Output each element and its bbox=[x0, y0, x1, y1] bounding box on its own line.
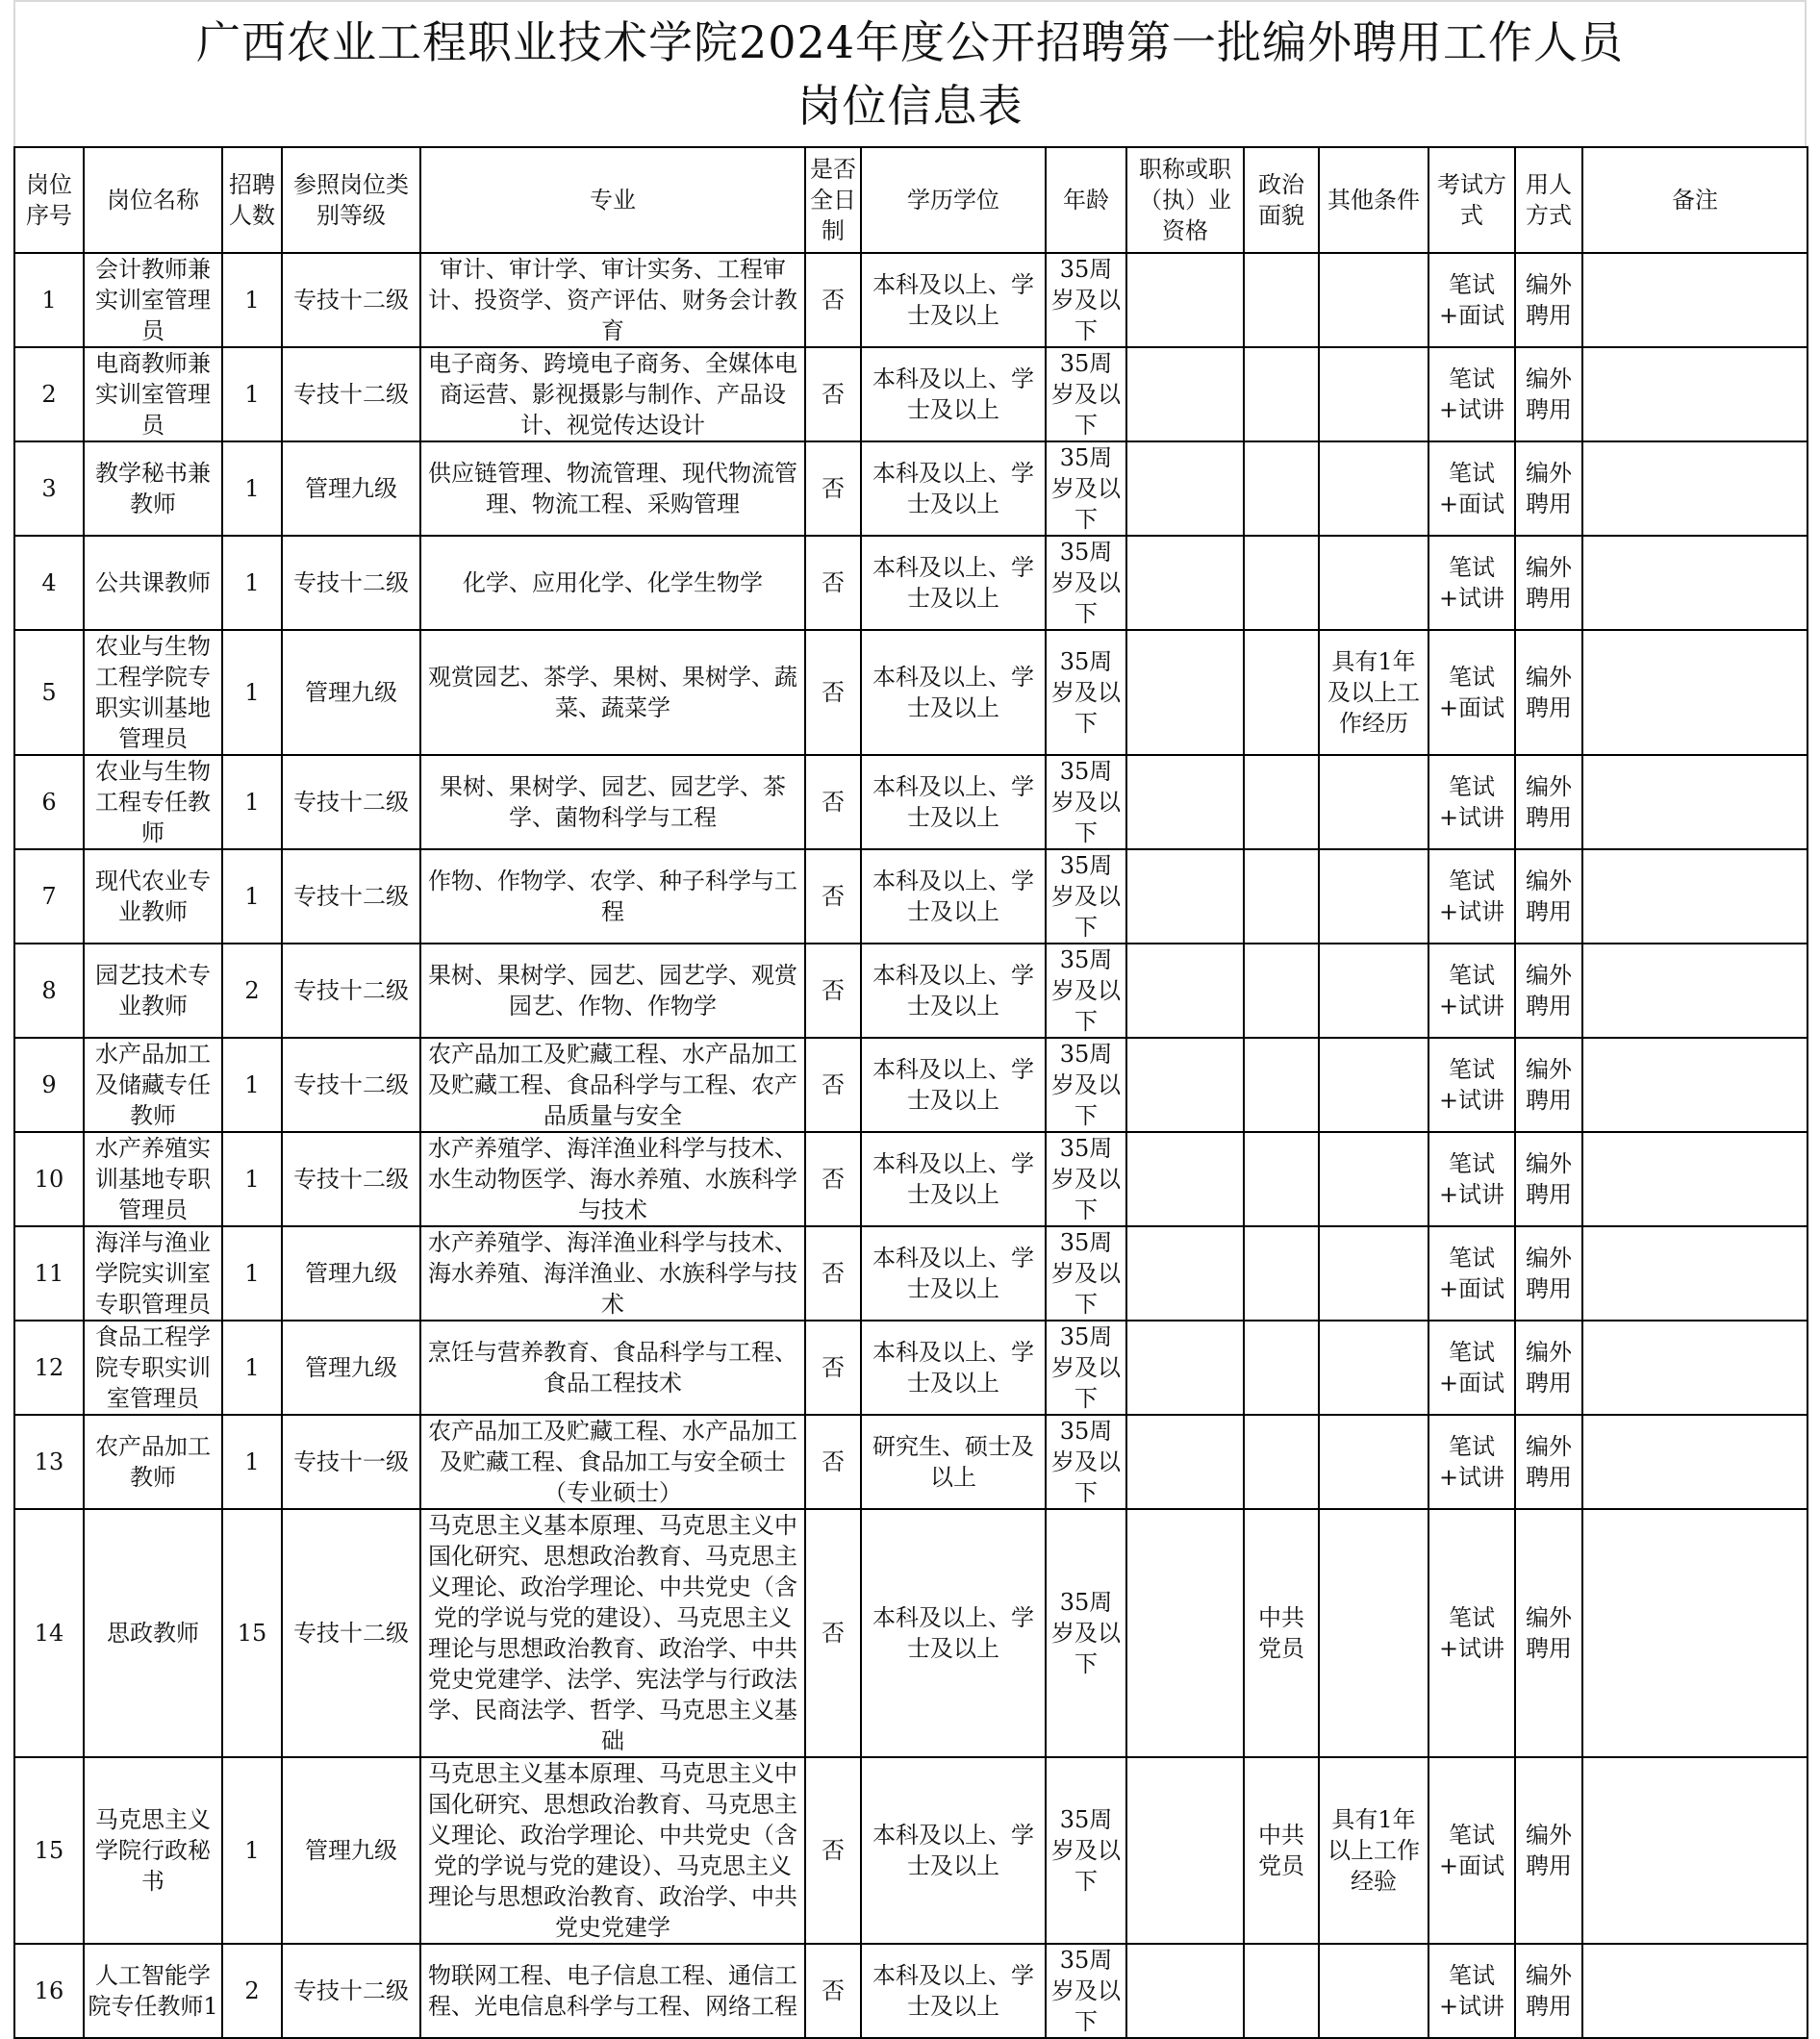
table-row bbox=[14, 1038, 1807, 1132]
cell-col-fulltime: 否 bbox=[805, 441, 861, 536]
cell-col-other bbox=[1319, 1509, 1428, 1757]
cell-col-political bbox=[1244, 253, 1319, 347]
cell-col-employment: 编外聘用 bbox=[1515, 536, 1582, 630]
cell-col-headcount: 1 bbox=[222, 253, 282, 347]
cell-col-political bbox=[1244, 536, 1319, 630]
cell-col-headcount: 2 bbox=[222, 1944, 282, 2038]
cell-col-age: 35周岁及以下 bbox=[1046, 1038, 1126, 1132]
cell-col-other bbox=[1319, 536, 1428, 630]
cell-col-fulltime: 否 bbox=[805, 1038, 861, 1132]
cell-col-seq: 7 bbox=[14, 849, 84, 944]
cell-col-employment: 编外聘用 bbox=[1515, 441, 1582, 536]
cell-col-exam: 笔试+试讲 bbox=[1428, 536, 1515, 630]
cell-col-remarks bbox=[1582, 1038, 1807, 1132]
cell-col-fulltime: 否 bbox=[805, 1944, 861, 2038]
cell-col-political bbox=[1244, 630, 1319, 755]
header-col-employment: 用人方式 bbox=[1515, 147, 1582, 253]
cell-col-political bbox=[1244, 347, 1319, 441]
header-col-other: 其他条件 bbox=[1319, 147, 1428, 253]
cell-col-grade: 专技十二级 bbox=[282, 944, 420, 1038]
cell-col-employment: 编外聘用 bbox=[1515, 755, 1582, 849]
cell-col-headcount: 1 bbox=[222, 347, 282, 441]
cell-col-title-qualification bbox=[1126, 849, 1244, 944]
cell-col-seq: 16 bbox=[14, 1944, 84, 2038]
cell-col-title-qualification bbox=[1126, 755, 1244, 849]
cell-col-employment: 编外聘用 bbox=[1515, 1038, 1582, 1132]
cell-col-title-qualification bbox=[1126, 1132, 1244, 1226]
cell-col-seq: 14 bbox=[14, 1509, 84, 1757]
cell-col-title-qualification bbox=[1126, 1038, 1244, 1132]
cell-col-position-name: 园艺技术专业教师 bbox=[84, 944, 222, 1038]
cell-col-fulltime: 否 bbox=[805, 944, 861, 1038]
cell-col-other bbox=[1319, 1038, 1428, 1132]
spreadsheet bbox=[13, 0, 1807, 2039]
cell-col-major: 果树、果树学、园艺、园艺学、观赏园艺、作物、作物学 bbox=[420, 944, 805, 1038]
header-col-grade: 参照岗位类别等级 bbox=[282, 147, 420, 253]
cell-col-remarks bbox=[1582, 944, 1807, 1038]
cell-col-exam: 笔试+试讲 bbox=[1428, 944, 1515, 1038]
cell-col-position-name: 教学秘书兼教师 bbox=[84, 441, 222, 536]
cell-col-grade: 管理九级 bbox=[282, 630, 420, 755]
cell-col-exam: 笔试+面试 bbox=[1428, 630, 1515, 755]
cell-col-seq: 13 bbox=[14, 1415, 84, 1509]
table-row bbox=[14, 849, 1807, 944]
cell-col-exam: 笔试+面试 bbox=[1428, 441, 1515, 536]
cell-col-exam: 笔试+试讲 bbox=[1428, 849, 1515, 944]
cell-col-political: 中共党员 bbox=[1244, 1509, 1319, 1757]
cell-col-age: 35周岁及以下 bbox=[1046, 944, 1126, 1038]
title-line-2: 岗位信息表 bbox=[796, 80, 1024, 132]
cell-col-headcount: 1 bbox=[222, 1132, 282, 1226]
cell-col-age: 35周岁及以下 bbox=[1046, 1944, 1126, 2038]
cell-col-education: 本科及以上、学士及以上 bbox=[861, 1944, 1046, 2038]
cell-col-age: 35周岁及以下 bbox=[1046, 1226, 1126, 1321]
cell-col-grade: 专技十二级 bbox=[282, 1038, 420, 1132]
cell-col-education: 本科及以上、学士及以上 bbox=[861, 1038, 1046, 1132]
cell-col-headcount: 2 bbox=[222, 944, 282, 1038]
cell-col-employment: 编外聘用 bbox=[1515, 1415, 1582, 1509]
cell-col-remarks bbox=[1582, 347, 1807, 441]
cell-col-position-name: 人工智能学院专任教师1 bbox=[84, 1944, 222, 2038]
cell-col-age: 35周岁及以下 bbox=[1046, 1321, 1126, 1415]
cell-col-political bbox=[1244, 441, 1319, 536]
cell-col-education: 本科及以上、学士及以上 bbox=[861, 1132, 1046, 1226]
cell-col-seq: 10 bbox=[14, 1132, 84, 1226]
cell-col-other bbox=[1319, 1415, 1428, 1509]
cell-col-major: 作物、作物学、农学、种子科学与工程 bbox=[420, 849, 805, 944]
cell-col-seq: 3 bbox=[14, 441, 84, 536]
cell-col-major: 烹饪与营养教育、食品科学与工程、食品工程技术 bbox=[420, 1321, 805, 1415]
cell-col-fulltime: 否 bbox=[805, 755, 861, 849]
header-col-seq: 岗位序号 bbox=[14, 147, 84, 253]
title-line-1: 广西农业工程职业技术学院2024年度公开招聘第一批编外聘用工作人员 bbox=[195, 16, 1625, 68]
cell-col-fulltime: 否 bbox=[805, 1415, 861, 1509]
cell-col-education: 本科及以上、学士及以上 bbox=[861, 1509, 1046, 1757]
cell-col-major: 供应链管理、物流管理、现代物流管理、物流工程、采购管理 bbox=[420, 441, 805, 536]
cell-col-grade: 专技十二级 bbox=[282, 1944, 420, 2038]
position-table bbox=[13, 146, 1808, 2039]
cell-col-age: 35周岁及以下 bbox=[1046, 441, 1126, 536]
header-col-age: 年龄 bbox=[1046, 147, 1126, 253]
cell-col-major: 果树、果树学、园艺、园艺学、茶学、菌物科学与工程 bbox=[420, 755, 805, 849]
cell-col-title-qualification bbox=[1126, 1944, 1244, 2038]
cell-col-fulltime: 否 bbox=[805, 630, 861, 755]
cell-col-exam: 笔试+试讲 bbox=[1428, 1944, 1515, 2038]
cell-col-education: 研究生、硕士及以上 bbox=[861, 1415, 1046, 1509]
cell-col-employment: 编外聘用 bbox=[1515, 1321, 1582, 1415]
table-row bbox=[14, 253, 1807, 347]
cell-col-grade: 专技十二级 bbox=[282, 347, 420, 441]
cell-col-political bbox=[1244, 1226, 1319, 1321]
cell-col-employment: 编外聘用 bbox=[1515, 347, 1582, 441]
cell-col-education: 本科及以上、学士及以上 bbox=[861, 536, 1046, 630]
cell-col-major: 农产品加工及贮藏工程、水产品加工及贮藏工程、食品加工与安全硕士（专业硕士） bbox=[420, 1415, 805, 1509]
cell-col-fulltime: 否 bbox=[805, 849, 861, 944]
cell-col-position-name: 思政教师 bbox=[84, 1509, 222, 1757]
cell-col-age: 35周岁及以下 bbox=[1046, 1132, 1126, 1226]
cell-col-major: 观赏园艺、茶学、果树、果树学、蔬菜、蔬菜学 bbox=[420, 630, 805, 755]
cell-col-education: 本科及以上、学士及以上 bbox=[861, 1321, 1046, 1415]
table-row bbox=[14, 1757, 1807, 1944]
cell-col-headcount: 1 bbox=[222, 441, 282, 536]
cell-col-employment: 编外聘用 bbox=[1515, 1226, 1582, 1321]
cell-col-grade: 管理九级 bbox=[282, 1226, 420, 1321]
cell-col-other: 具有1年及以上工作经历 bbox=[1319, 630, 1428, 755]
cell-col-remarks bbox=[1582, 849, 1807, 944]
cell-col-seq: 4 bbox=[14, 536, 84, 630]
header-col-education: 学历学位 bbox=[861, 147, 1046, 253]
header-col-remarks: 备注 bbox=[1582, 147, 1807, 253]
cell-col-seq: 11 bbox=[14, 1226, 84, 1321]
cell-col-remarks bbox=[1582, 1226, 1807, 1321]
cell-col-seq: 5 bbox=[14, 630, 84, 755]
cell-col-remarks bbox=[1582, 755, 1807, 849]
table-row bbox=[14, 441, 1807, 536]
cell-col-political bbox=[1244, 1415, 1319, 1509]
cell-col-employment: 编外聘用 bbox=[1515, 849, 1582, 944]
cell-col-grade: 专技十二级 bbox=[282, 253, 420, 347]
cell-col-position-name: 电商教师兼实训室管理员 bbox=[84, 347, 222, 441]
cell-col-position-name: 农业与生物工程学院专职实训基地管理员 bbox=[84, 630, 222, 755]
cell-col-age: 35周岁及以下 bbox=[1046, 849, 1126, 944]
header-col-position-name: 岗位名称 bbox=[84, 147, 222, 253]
cell-col-major: 马克思主义基本原理、马克思主义中国化研究、思想政治教育、马克思主义理论、政治学理论、中共党史（含党的学说与党的建设）、马克思主义理论与思想政治教育、政治学、中共党史党建学、法学、宪法学与行政法学、民商法学、哲学、马克思主义基础 bbox=[420, 1509, 805, 1757]
cell-col-other bbox=[1319, 1944, 1428, 2038]
cell-col-exam: 笔试+面试 bbox=[1428, 253, 1515, 347]
cell-col-exam: 笔试+试讲 bbox=[1428, 1132, 1515, 1226]
cell-col-education: 本科及以上、学士及以上 bbox=[861, 849, 1046, 944]
cell-col-major: 审计、审计学、审计实务、工程审计、投资学、资产评估、财务会计教育 bbox=[420, 253, 805, 347]
cell-col-title-qualification bbox=[1126, 1321, 1244, 1415]
cell-col-education: 本科及以上、学士及以上 bbox=[861, 630, 1046, 755]
table-row bbox=[14, 944, 1807, 1038]
cell-col-remarks bbox=[1582, 536, 1807, 630]
cell-col-grade: 专技十二级 bbox=[282, 1132, 420, 1226]
cell-col-age: 35周岁及以下 bbox=[1046, 1509, 1126, 1757]
cell-col-position-name: 会计教师兼实训室管理员 bbox=[84, 253, 222, 347]
cell-col-major: 电子商务、跨境电子商务、全媒体电商运营、影视摄影与制作、产品设计、视觉传达设计 bbox=[420, 347, 805, 441]
cell-col-age: 35周岁及以下 bbox=[1046, 755, 1126, 849]
cell-col-major: 农产品加工及贮藏工程、水产品加工及贮藏工程、食品科学与工程、农产品质量与安全 bbox=[420, 1038, 805, 1132]
cell-col-fulltime: 否 bbox=[805, 347, 861, 441]
cell-col-political bbox=[1244, 1038, 1319, 1132]
table-row bbox=[14, 1415, 1807, 1509]
cell-col-other bbox=[1319, 1132, 1428, 1226]
cell-col-grade: 管理九级 bbox=[282, 1321, 420, 1415]
cell-col-political bbox=[1244, 1944, 1319, 2038]
cell-col-headcount: 1 bbox=[222, 1415, 282, 1509]
cell-col-grade: 专技十二级 bbox=[282, 536, 420, 630]
cell-col-other bbox=[1319, 944, 1428, 1038]
cell-col-position-name: 马克思主义学院行政秘书 bbox=[84, 1757, 222, 1944]
cell-col-title-qualification bbox=[1126, 536, 1244, 630]
cell-col-headcount: 1 bbox=[222, 1226, 282, 1321]
cell-col-employment: 编外聘用 bbox=[1515, 1944, 1582, 2038]
cell-col-grade: 专技十二级 bbox=[282, 1509, 420, 1757]
table-row bbox=[14, 1509, 1807, 1757]
cell-col-position-name: 水产养殖实训基地专职管理员 bbox=[84, 1132, 222, 1226]
cell-col-political bbox=[1244, 944, 1319, 1038]
cell-col-political bbox=[1244, 1132, 1319, 1226]
cell-col-position-name: 现代农业专业教师 bbox=[84, 849, 222, 944]
cell-col-position-name: 农产品加工教师 bbox=[84, 1415, 222, 1509]
cell-col-major: 物联网工程、电子信息工程、通信工程、光电信息科学与工程、网络工程 bbox=[420, 1944, 805, 2038]
cell-col-age: 35周岁及以下 bbox=[1046, 536, 1126, 630]
cell-col-remarks bbox=[1582, 1415, 1807, 1509]
header-col-exam: 考试方式 bbox=[1428, 147, 1515, 253]
cell-col-other bbox=[1319, 441, 1428, 536]
header-col-political: 政治面貌 bbox=[1244, 147, 1319, 253]
cell-col-employment: 编外聘用 bbox=[1515, 944, 1582, 1038]
cell-col-age: 35周岁及以下 bbox=[1046, 1757, 1126, 1944]
cell-col-exam: 笔试+面试 bbox=[1428, 1226, 1515, 1321]
cell-col-grade: 管理九级 bbox=[282, 441, 420, 536]
document-title bbox=[13, 0, 1807, 146]
cell-col-employment: 编外聘用 bbox=[1515, 1757, 1582, 1944]
cell-col-headcount: 1 bbox=[222, 1321, 282, 1415]
cell-col-headcount: 1 bbox=[222, 630, 282, 755]
table-row bbox=[14, 630, 1807, 755]
cell-col-education: 本科及以上、学士及以上 bbox=[861, 755, 1046, 849]
cell-col-education: 本科及以上、学士及以上 bbox=[861, 347, 1046, 441]
cell-col-exam: 笔试+试讲 bbox=[1428, 347, 1515, 441]
cell-col-remarks bbox=[1582, 630, 1807, 755]
cell-col-position-name: 农业与生物工程专任教师 bbox=[84, 755, 222, 849]
cell-col-exam: 笔试+试讲 bbox=[1428, 1415, 1515, 1509]
cell-col-exam: 笔试+试讲 bbox=[1428, 1509, 1515, 1757]
header-col-title-qualification: 职称或职（执）业资格 bbox=[1126, 147, 1244, 253]
cell-col-other bbox=[1319, 1321, 1428, 1415]
header-col-headcount: 招聘人数 bbox=[222, 147, 282, 253]
cell-col-grade: 专技十二级 bbox=[282, 755, 420, 849]
cell-col-seq: 8 bbox=[14, 944, 84, 1038]
cell-col-position-name: 食品工程学院专职实训室管理员 bbox=[84, 1321, 222, 1415]
table-row bbox=[14, 1226, 1807, 1321]
cell-col-remarks bbox=[1582, 1509, 1807, 1757]
cell-col-grade: 专技十二级 bbox=[282, 849, 420, 944]
cell-col-political bbox=[1244, 849, 1319, 944]
cell-col-headcount: 15 bbox=[222, 1509, 282, 1757]
cell-col-age: 35周岁及以下 bbox=[1046, 347, 1126, 441]
cell-col-title-qualification bbox=[1126, 1757, 1244, 1944]
cell-col-remarks bbox=[1582, 1132, 1807, 1226]
cell-col-exam: 笔试+试讲 bbox=[1428, 1038, 1515, 1132]
cell-col-remarks bbox=[1582, 1944, 1807, 2038]
cell-col-headcount: 1 bbox=[222, 849, 282, 944]
cell-col-education: 本科及以上、学士及以上 bbox=[861, 1757, 1046, 1944]
cell-col-title-qualification bbox=[1126, 253, 1244, 347]
table-row bbox=[14, 347, 1807, 441]
cell-col-title-qualification bbox=[1126, 944, 1244, 1038]
table-body bbox=[14, 253, 1807, 2038]
cell-col-other: 具有1年以上工作经验 bbox=[1319, 1757, 1428, 1944]
cell-col-seq: 1 bbox=[14, 253, 84, 347]
cell-col-title-qualification bbox=[1126, 1226, 1244, 1321]
cell-col-fulltime: 否 bbox=[805, 253, 861, 347]
cell-col-exam: 笔试+面试 bbox=[1428, 1321, 1515, 1415]
cell-col-other bbox=[1319, 347, 1428, 441]
cell-col-fulltime: 否 bbox=[805, 1132, 861, 1226]
cell-col-employment: 编外聘用 bbox=[1515, 630, 1582, 755]
cell-col-major: 马克思主义基本原理、马克思主义中国化研究、思想政治教育、马克思主义理论、政治学理论、中共党史（含党的学说与党的建设）、马克思主义理论与思想政治教育、政治学、中共党史党建学 bbox=[420, 1757, 805, 1944]
cell-col-remarks bbox=[1582, 441, 1807, 536]
cell-col-remarks bbox=[1582, 1321, 1807, 1415]
cell-col-headcount: 1 bbox=[222, 1038, 282, 1132]
cell-col-remarks bbox=[1582, 1757, 1807, 1944]
table-row bbox=[14, 1944, 1807, 2038]
cell-col-seq: 12 bbox=[14, 1321, 84, 1415]
cell-col-other bbox=[1319, 849, 1428, 944]
header-col-major: 专业 bbox=[420, 147, 805, 253]
cell-col-position-name: 公共课教师 bbox=[84, 536, 222, 630]
cell-col-other bbox=[1319, 755, 1428, 849]
cell-col-exam: 笔试+试讲 bbox=[1428, 755, 1515, 849]
cell-col-title-qualification bbox=[1126, 441, 1244, 536]
table-row bbox=[14, 536, 1807, 630]
cell-col-employment: 编外聘用 bbox=[1515, 1509, 1582, 1757]
cell-col-title-qualification bbox=[1126, 1509, 1244, 1757]
cell-col-grade: 专技十一级 bbox=[282, 1415, 420, 1509]
cell-col-education: 本科及以上、学士及以上 bbox=[861, 253, 1046, 347]
cell-col-seq: 6 bbox=[14, 755, 84, 849]
cell-col-education: 本科及以上、学士及以上 bbox=[861, 441, 1046, 536]
cell-col-political bbox=[1244, 1321, 1319, 1415]
cell-col-age: 35周岁及以下 bbox=[1046, 630, 1126, 755]
header-row bbox=[14, 147, 1807, 253]
cell-col-fulltime: 否 bbox=[805, 1757, 861, 1944]
cell-col-seq: 2 bbox=[14, 347, 84, 441]
cell-col-other bbox=[1319, 1226, 1428, 1321]
cell-col-seq: 15 bbox=[14, 1757, 84, 1944]
cell-col-fulltime: 否 bbox=[805, 1321, 861, 1415]
cell-col-other bbox=[1319, 253, 1428, 347]
cell-col-position-name: 海洋与渔业学院实训室专职管理员 bbox=[84, 1226, 222, 1321]
cell-col-age: 35周岁及以下 bbox=[1046, 253, 1126, 347]
cell-col-title-qualification bbox=[1126, 1415, 1244, 1509]
cell-col-seq: 9 bbox=[14, 1038, 84, 1132]
table-row bbox=[14, 1321, 1807, 1415]
cell-col-headcount: 1 bbox=[222, 755, 282, 849]
cell-col-title-qualification bbox=[1126, 630, 1244, 755]
cell-col-fulltime: 否 bbox=[805, 536, 861, 630]
cell-col-education: 本科及以上、学士及以上 bbox=[861, 1226, 1046, 1321]
cell-col-political: 中共党员 bbox=[1244, 1757, 1319, 1944]
cell-col-remarks bbox=[1582, 253, 1807, 347]
table-row bbox=[14, 1132, 1807, 1226]
cell-col-headcount: 1 bbox=[222, 536, 282, 630]
cell-col-grade: 管理九级 bbox=[282, 1757, 420, 1944]
header-col-fulltime: 是否全日制 bbox=[805, 147, 861, 253]
cell-col-title-qualification bbox=[1126, 347, 1244, 441]
cell-col-political bbox=[1244, 755, 1319, 849]
cell-col-fulltime: 否 bbox=[805, 1226, 861, 1321]
cell-col-exam: 笔试+面试 bbox=[1428, 1757, 1515, 1944]
cell-col-employment: 编外聘用 bbox=[1515, 1132, 1582, 1226]
cell-col-major: 水产养殖学、海洋渔业科学与技术、海水养殖、海洋渔业、水族科学与技术 bbox=[420, 1226, 805, 1321]
cell-col-major: 水产养殖学、海洋渔业科学与技术、水生动物医学、海水养殖、水族科学与技术 bbox=[420, 1132, 805, 1226]
table-row bbox=[14, 755, 1807, 849]
cell-col-fulltime: 否 bbox=[805, 1509, 861, 1757]
cell-col-employment: 编外聘用 bbox=[1515, 253, 1582, 347]
cell-col-age: 35周岁及以下 bbox=[1046, 1415, 1126, 1509]
cell-col-major: 化学、应用化学、化学生物学 bbox=[420, 536, 805, 630]
cell-col-position-name: 水产品加工及储藏专任教师 bbox=[84, 1038, 222, 1132]
cell-col-headcount: 1 bbox=[222, 1757, 282, 1944]
cell-col-education: 本科及以上、学士及以上 bbox=[861, 944, 1046, 1038]
